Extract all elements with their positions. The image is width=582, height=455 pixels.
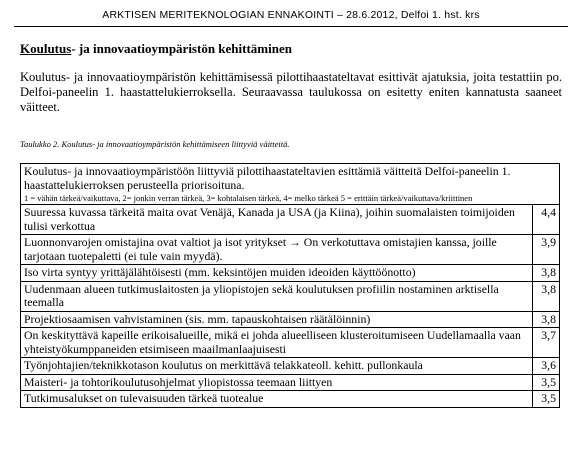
- claim-cell: Uudenmaan alueen tutkimuslaitosten ja yliopistojen sekä koulutuksen profiilin nostaminen arktisella teemalla: [21, 281, 533, 311]
- table-row: [21, 311, 560, 328]
- value-cell: 4,4: [533, 205, 560, 235]
- rating-scale-text: 1 = vähän tärkeä/vaikuttava, 2= jonkin verran tärkeä, 3= kohtalaisen tärkeä, 4= melko tärkeä 5 = erittäin tärkeä/vaikuttava/kriittinen: [24, 193, 473, 203]
- header-rule: [14, 26, 568, 27]
- table-row: [21, 391, 560, 408]
- claim-cell: Projektiosaamisen vahvistaminen (sis. mm. tapauskohtaisen räätälöinnin): [21, 311, 533, 328]
- table-row: [21, 328, 560, 358]
- value-cell: 3,5: [533, 391, 560, 408]
- table-header-cell: [21, 164, 560, 205]
- claim-cell: Maisteri- ja tohtorikoulutusohjelmat yliopistossa teemaan liittyen: [21, 374, 533, 391]
- value-cell: 3,8: [533, 265, 560, 282]
- table-row: [21, 358, 560, 375]
- table-row: [21, 265, 560, 282]
- value-cell: 3,5: [533, 374, 560, 391]
- value-cell: 3,8: [533, 281, 560, 311]
- running-header: ARKTISEN MERITEKNOLOGIAN ENNAKOINTI – 28.6.2012, Delfoi 1. hst. krs: [102, 9, 480, 21]
- claim-cell: Työnjohtajien/teknikkotason koulutus on merkittävä telakkateoll. kehitt. pullonkaula: [21, 358, 533, 375]
- table-caption: Taulukko 2. Koulutus- ja innovaatioympäristön kehittämiseen liittyviä väitteitä.: [20, 139, 290, 149]
- value-cell: 3,9: [533, 235, 560, 265]
- section-title-underlined: Koulutus: [20, 41, 72, 56]
- section-title-rest: - ja innovaatioympäristön kehittäminen: [71, 41, 292, 56]
- claim-cell: Luonnonvarojen omistajina ovat valtiot ja isot yritykset → On verkotuttava omistajien kanssa, joille tarjotaan tuotepaletti (ei tule vain myydä).: [21, 235, 533, 265]
- table-row: [21, 205, 560, 235]
- table-header-row: [21, 164, 560, 205]
- intro-paragraph: Koulutus- ja innovaatioympäristön kehittämisessä pilottihaastateltavat esittivät ajatuksia, joita testattiin po. Delfoi-paneelin 1. haastattelukierroksella. Seuraavassa taulukossa on esitetty eniten kannatusta saaneet väitteet.: [20, 70, 562, 114]
- claim-cell: Iso virta syntyy yrittäjälähtöisesti (mm. keksintöjen muiden ideoiden käyttöönotto): [21, 265, 533, 282]
- value-cell: 3,7: [533, 328, 560, 358]
- value-cell: 3,8: [533, 311, 560, 328]
- claims-table: [20, 163, 560, 408]
- table-row: [21, 281, 560, 311]
- claim-cell: Tutkimusalukset on tulevaisuuden tärkeä tuotealue: [21, 391, 533, 408]
- claim-cell: Suuressa kuvassa tärkeitä maita ovat Venäjä, Kanada ja USA (ja Kiina), joihin suomalaisten toimijoiden tulisi verkottua: [21, 205, 533, 235]
- section-title: [20, 41, 292, 57]
- table-row: [21, 374, 560, 391]
- table-row: [21, 235, 560, 265]
- table-header-text: Koulutus- ja innovaatioympäristöön liittyviä pilottihaastateltavien esittämiä väitteitä Delfoi-paneelin 1. haastattelukierroksen perusteella priorisoituna.: [24, 164, 511, 192]
- claim-cell: On keskityttävä kapeille erikoisalueille, mikä ei johda alueelliseen klusteroitumiseen Uudellamaalla vaan yhteistyökumppaneiden etsimiseen maailmanlaajuisesti: [21, 328, 533, 358]
- value-cell: 3,6: [533, 358, 560, 375]
